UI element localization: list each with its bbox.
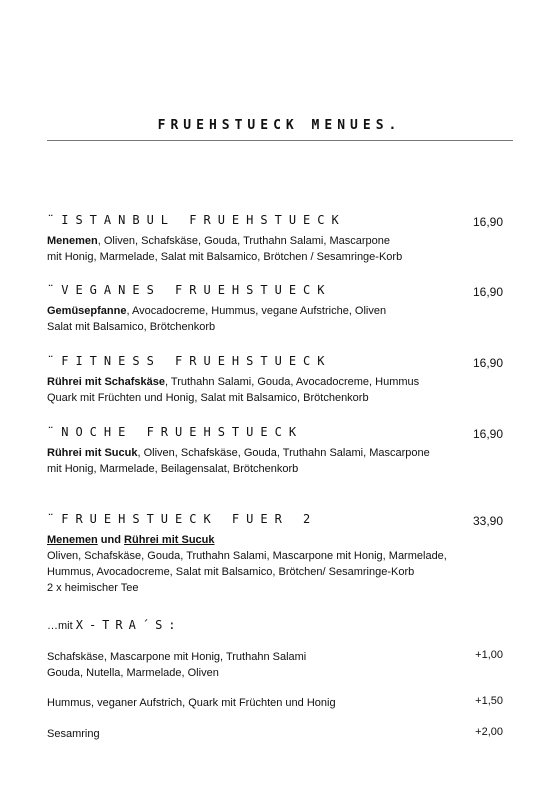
section-text: , Oliven, Schafskäse, Gouda, Truthahn Salami, Mascarpone: [97, 235, 391, 247]
extras-line-1: Schafskäse, Mascarpone mit Honig, Truthahn Salami: [47, 651, 307, 663]
extras-line-1: Sesamring: [47, 728, 100, 740]
section-highlight: Rührei mit Sucuk: [47, 447, 138, 459]
extras-price: +2,00: [475, 726, 503, 738]
section-title: ¨VEGANES FRUEHSTUECK: [47, 283, 332, 297]
extras-price: +1,50: [475, 695, 503, 707]
extras-title: X-TRA´S:: [75, 618, 182, 632]
section-price: 16,90: [472, 427, 503, 441]
extras-heading: [47, 616, 182, 634]
section-connector: und: [97, 534, 125, 546]
menu-section-istanbul: [47, 213, 503, 265]
extras-item: [47, 649, 503, 681]
section-highlight-b: Rührei mit Sucuk: [124, 534, 215, 546]
extras-item: [47, 726, 503, 742]
section-line-2: Salat mit Balsamico, Brötchenkorb: [47, 321, 216, 333]
section-title: ¨ISTANBUL FRUEHSTUECK: [47, 213, 346, 227]
section-text: , Truthahn Salami, Gouda, Avocadocreme, Hummus: [165, 376, 420, 388]
section-title: ¨NOCHE FRUEHSTUECK: [47, 425, 304, 439]
section-price: 33,90: [472, 514, 503, 528]
section-line-2: Quark mit Früchten und Honig, Salat mit Balsamico, Brötchenkorb: [47, 392, 369, 404]
section-text: , Oliven, Schafskäse, Gouda, Truthahn Salami, Mascarpone: [137, 447, 430, 459]
section-line-1: [47, 374, 503, 390]
extras-item: [47, 695, 503, 711]
menu-section-noche: [47, 425, 503, 477]
menu-section-for-two: [47, 512, 503, 596]
section-price: 16,90: [472, 285, 503, 299]
section-line-1: [47, 233, 503, 249]
section-text: , Avocadocreme, Hummus, vegane Aufstriche, Oliven: [126, 305, 387, 317]
section-highlight-a: Menemen: [47, 534, 98, 546]
section-highlight: Rührei mit Schafskäse: [47, 376, 165, 388]
section-line-2: mit Honig, Marmelade, Salat mit Balsamico, Brötchen / Sesamringe-Korb: [47, 251, 403, 263]
extras-line-1: Hummus, veganer Aufstrich, Quark mit Früchten und Honig: [47, 697, 336, 709]
menu-section-veganes: [47, 283, 503, 335]
extras-price: +1,00: [475, 649, 503, 661]
section-title: ¨FITNESS FRUEHSTUECK: [47, 354, 332, 368]
section-line-4: 2 x heimischer Tee: [47, 582, 139, 594]
section-line-1: [47, 532, 503, 548]
section-title: ¨FRUEHSTUECK FUER 2: [47, 512, 318, 526]
title-divider: [47, 140, 513, 141]
section-line-2: Oliven, Schafskäse, Gouda, Truthahn Salami, Mascarpone mit Honig, Marmelade,: [47, 550, 447, 562]
menu-section-fitness: [47, 354, 503, 406]
section-line-1: [47, 303, 503, 319]
section-line-3: Hummus, Avocadocreme, Salat mit Balsamico, Brötchen/ Sesamringe-Korb: [47, 566, 415, 578]
menu-title: FRUEHSTUECK MENUES.: [157, 118, 402, 133]
extras-line-2: Gouda, Nutella, Marmelade, Oliven: [47, 667, 219, 679]
section-price: 16,90: [472, 215, 503, 229]
extras-prefix: …mit: [47, 620, 76, 632]
section-line-2: mit Honig, Marmelade, Beilagensalat, Brötchenkorb: [47, 463, 299, 475]
section-line-1: [47, 445, 503, 461]
section-highlight: Menemen: [47, 235, 98, 247]
section-price: 16,90: [472, 356, 503, 370]
section-highlight: Gemüsepfanne: [47, 305, 127, 317]
